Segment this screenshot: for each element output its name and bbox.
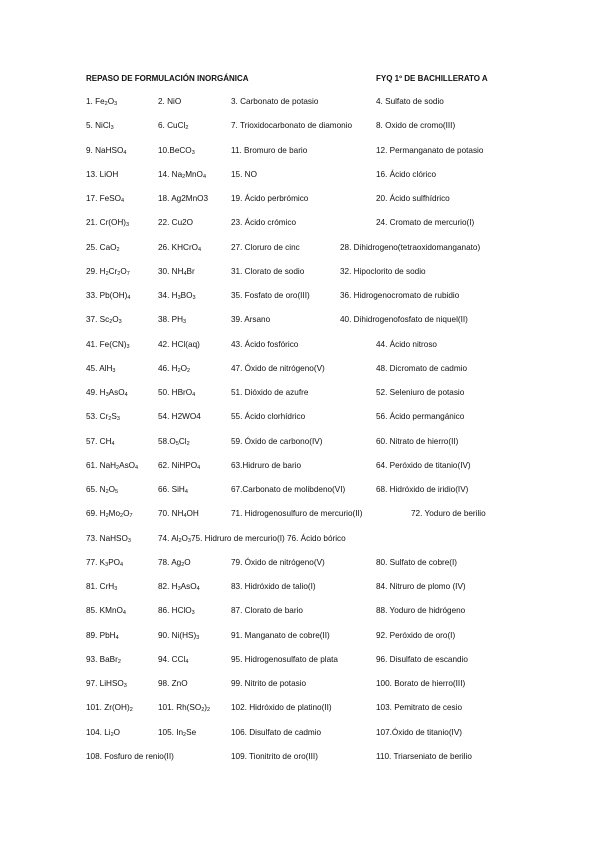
exercise-item: 95. Hidrogenosulfato de plata [231, 654, 338, 664]
exercise-item: 40. Dihidrogenofosfato de niquel(II) [340, 315, 468, 325]
exercise-item: 79. Óxido de nitrógeno(V) [231, 557, 325, 567]
exercise-item: 18. Ag2MnO3 [158, 194, 209, 203]
exercise-item: 110. Triarseniato de berilio [376, 751, 472, 761]
exercise-item: 78. $Ag_2O$ [158, 557, 191, 568]
exercise-item: 71. Hidrogenosulfuro de mercurio(II) [231, 509, 363, 519]
exercise-item: 48. Dicromato de cadmio [376, 363, 468, 373]
exercise-item: 8. Oxido de cromo(III) [376, 121, 456, 131]
exercise-row [0, 508, 600, 520]
exercise-item: 104. $Li_2O$ [86, 727, 121, 738]
exercise-item: 84. Nitruro de plomo (IV) [376, 582, 466, 591]
exercise-item: 94. CCl$_4$ [158, 654, 189, 665]
exercise-item: 107.Óxido de titanio(IV) [376, 727, 463, 737]
exercise-item: 7. Trioxidocarbonato de diamonio [231, 121, 353, 131]
exercise-item: 55. Ácido clorhídrico [231, 412, 306, 422]
exercise-item: 17. FeSO$_4$ [86, 194, 125, 204]
exercise-item: 70. $NH_4OH$ [158, 509, 199, 520]
exercise-item: 46. $H_2O_2$ [158, 363, 191, 374]
exercise-row [0, 339, 600, 351]
exercise-item: 2. NiO [158, 97, 182, 106]
exercise-item: 42. HCl(aq) [158, 339, 200, 349]
exercise-item: 99. Nitrito de potasio [231, 679, 307, 688]
exercise-item: 31. Clorato de sodio [231, 266, 305, 276]
exercise-item: 26. KHCrO$_4$ [158, 242, 202, 253]
exercise-item: 66. SiH$_4$ [158, 485, 188, 495]
exercise-item: 69. $H_2Mo_2O_7$ [86, 509, 133, 520]
exercise-item: 97. LiHSO$_3$ [86, 679, 127, 689]
exercise-item: 105. $In_2Se$ [158, 727, 197, 738]
exercise-item: 64. Peróxido de titanio(IV) [376, 460, 471, 470]
exercise-item: 67.Carbonato de molibdeno(VI) [231, 485, 346, 494]
exercise-item: 82. $H_3AsO_4$ [158, 582, 200, 592]
exercise-row [0, 605, 600, 617]
page-title: REPASO DE FORMULACIÓN INORGÁNICA [86, 74, 249, 83]
exercise-row [0, 169, 600, 181]
exercise-item: 59. Óxido de carbono(IV) [231, 436, 323, 446]
exercise-item: 28. Dihidrogeno(tetraoxidomanganato) [340, 242, 481, 252]
exercise-item: 13. LiOH [86, 169, 119, 179]
exercise-item: 102. Hidróxido de platino(II) [231, 703, 332, 713]
exercise-row [0, 387, 600, 399]
exercise-item: 50. HBrO$_4$ [158, 388, 196, 398]
exercise-item: 52. Seleniuro de potasio [376, 388, 465, 397]
exercise-item: 39. Arsano [231, 315, 271, 325]
exercise-item: 61. NaH$_2$AsO$_4$ [86, 460, 139, 471]
exercise-item: 44. Ácido nitroso [376, 339, 437, 349]
exercise-item: 29. $H_2Cr_2O_7$ [86, 266, 130, 277]
exercise-item: 10.BeCO$_3$ [158, 145, 195, 156]
exercise-item: 62. NiHPO$_4$ [158, 460, 201, 471]
exercise-item: 81. CrH$_3$ [86, 582, 118, 592]
exercise-item: 63.Hidruro de bario [231, 460, 302, 470]
exercise-item: 49. $H_3AsO_4$ [86, 388, 128, 398]
exercise-item: 21. $Cr(OH)_3$ [86, 218, 130, 229]
exercise-item: 106. Disulfato de cadmio [231, 727, 322, 737]
exercise-row [0, 460, 600, 472]
exercise-item: 37. $Sc_2O_3$ [86, 315, 122, 326]
exercise-item: 108. Fosfuro de renio(II) [86, 751, 174, 761]
exercise-item: 41. $Fe(CN)_3$ [86, 339, 130, 350]
exercise-item: 27. Cloruro de cinc [231, 242, 300, 252]
exercise-item: 101. $Rh(SO_2)_2$ [158, 703, 211, 714]
exercise-item: 73. NaHSO$_3$ [86, 533, 131, 544]
exercise-item: 5. NiCl$_3$ [86, 121, 114, 132]
exercise-item: 34. $H_3BO_3$ [158, 291, 196, 301]
exercise-row [0, 436, 600, 448]
exercise-item: 47. Óxido de nitrógeno(V) [231, 363, 325, 373]
exercise-row [0, 678, 600, 690]
exercise-item: 9. NaHSO$_4$ [86, 145, 127, 156]
exercise-item: 65. $N_2O_5$ [86, 485, 119, 495]
exercise-item: $58.O_5Cl_2$ [158, 436, 190, 447]
exercise-row [0, 266, 600, 278]
exercise-item: 43. Ácido fosfórico [231, 339, 299, 349]
exercise-item: 89. PbH$_4$ [86, 630, 119, 641]
exercise-row [0, 217, 600, 229]
exercise-item: 90. $Ni(HS)_3$ [158, 630, 200, 641]
exercise-item: 30. $NH_4Br$ [158, 266, 195, 277]
exercise-row [0, 581, 600, 593]
exercise-row [0, 751, 600, 763]
course-label: FYQ 1º DE BACHILLERATO A [376, 74, 488, 83]
exercise-item: 103. Pemitrato de cesio [376, 703, 463, 713]
exercise-item: 100. Borato de hierro(III) [376, 679, 466, 688]
exercise-item: 96. Disulfato de escandio [376, 654, 468, 664]
exercise-item: 38. $PH_3$ [158, 315, 187, 326]
exercise-item: 92. Peróxido de oro(I) [376, 630, 456, 640]
exercise-item: 15. NO [231, 169, 257, 179]
exercise-item: 88. Yoduro de hidrógeno [376, 606, 466, 616]
exercise-row [0, 557, 600, 569]
exercise-row [0, 654, 600, 666]
exercise-item: 16. Ácido clórico [376, 169, 437, 179]
exercise-item: 36. Hidrogenocromato de rubidio [340, 291, 460, 300]
exercise-row [0, 727, 600, 739]
exercise-item: 20. Ácido sulfhídrico [376, 194, 450, 203]
exercise-row [0, 314, 600, 326]
exercise-item: 51. Dióxido de azufre [231, 388, 309, 397]
exercise-item: 35. Fosfato de oro(III) [231, 291, 310, 300]
exercise-item: 3. Carbonato de potasio [231, 97, 319, 106]
exercise-row [0, 290, 600, 302]
exercise-item: 60. Nitrato de hierro(II) [376, 436, 459, 446]
exercise-item: 56. Ácido permangánico [376, 412, 465, 422]
exercise-row [0, 630, 600, 642]
exercise-row [0, 702, 600, 714]
exercise-row [0, 411, 600, 423]
exercise-item: 77. $K_3PO_4$ [86, 557, 124, 568]
exercise-item: 32. Hipoclorito de sodio [340, 266, 426, 276]
exercise-item: 11. Bromuro de bario [231, 145, 308, 155]
exercise-item: 91. Manganato de cobre(II) [231, 630, 330, 640]
exercise-item: 1. $Fe_2O_3$ [86, 97, 118, 107]
exercise-item: 109. Tionitrito de oro(III) [231, 751, 318, 761]
exercise-row [0, 145, 600, 157]
exercise-item: 72. Yoduro de berilio [411, 509, 486, 519]
exercise-item: 87. Clorato de bario [231, 606, 303, 616]
exercise-item: 86. HClO$_3$ [158, 606, 195, 617]
exercise-item: 14. $Na_2MnO_4$ [158, 169, 206, 180]
exercise-row [0, 120, 600, 132]
exercise-item: 54. H2WO4 [158, 412, 201, 422]
exercise-item: 12. Permanganato de potasio [376, 145, 484, 155]
exercise-item: 74. $Al_2O_375$. Hidruro de mercurio(I) 76. Ácido bórico [158, 533, 346, 544]
exercise-row [0, 533, 600, 545]
exercise-row [0, 484, 600, 496]
exercise-item: 80. Sulfato de cobre(I) [376, 557, 458, 567]
exercise-row [0, 193, 600, 205]
exercise-item: 6. CuCl$_2$ [158, 121, 189, 132]
exercise-item: 23. Ácido crómico [231, 218, 297, 228]
exercise-item: 4. Sulfato de sodio [376, 97, 444, 106]
exercise-item: 68. Hidróxido de iridio(IV) [376, 485, 469, 494]
exercise-row [0, 242, 600, 254]
exercise-row [0, 363, 600, 375]
exercise-row [0, 96, 600, 108]
exercise-item: 93. BaBr$_2$ [86, 654, 121, 665]
exercise-item: 101. $Zr(OH)_2$ [86, 703, 133, 714]
exercise-item: 19. Ácido perbrómico [231, 194, 309, 203]
exercise-item: 53. $Cr_2S_3$ [86, 412, 120, 423]
exercise-item: 22. Cu2O [158, 218, 194, 228]
exercise-item: 33. $Pb(OH)_4$ [86, 291, 131, 301]
exercise-item: 25. CaO$_2$ [86, 242, 120, 253]
exercise-item: 57. $CH_4$ [86, 436, 115, 447]
exercise-item: 24. Cromato de mercurio(I) [376, 218, 475, 228]
exercise-item: 45. AlH$_3$ [86, 363, 116, 374]
exercise-item: 83. Hidróxido de talio(I) [231, 582, 316, 591]
exercise-item: 85. KMnO$_4$ [86, 606, 126, 617]
exercise-item: 98. ZnO [158, 679, 188, 688]
